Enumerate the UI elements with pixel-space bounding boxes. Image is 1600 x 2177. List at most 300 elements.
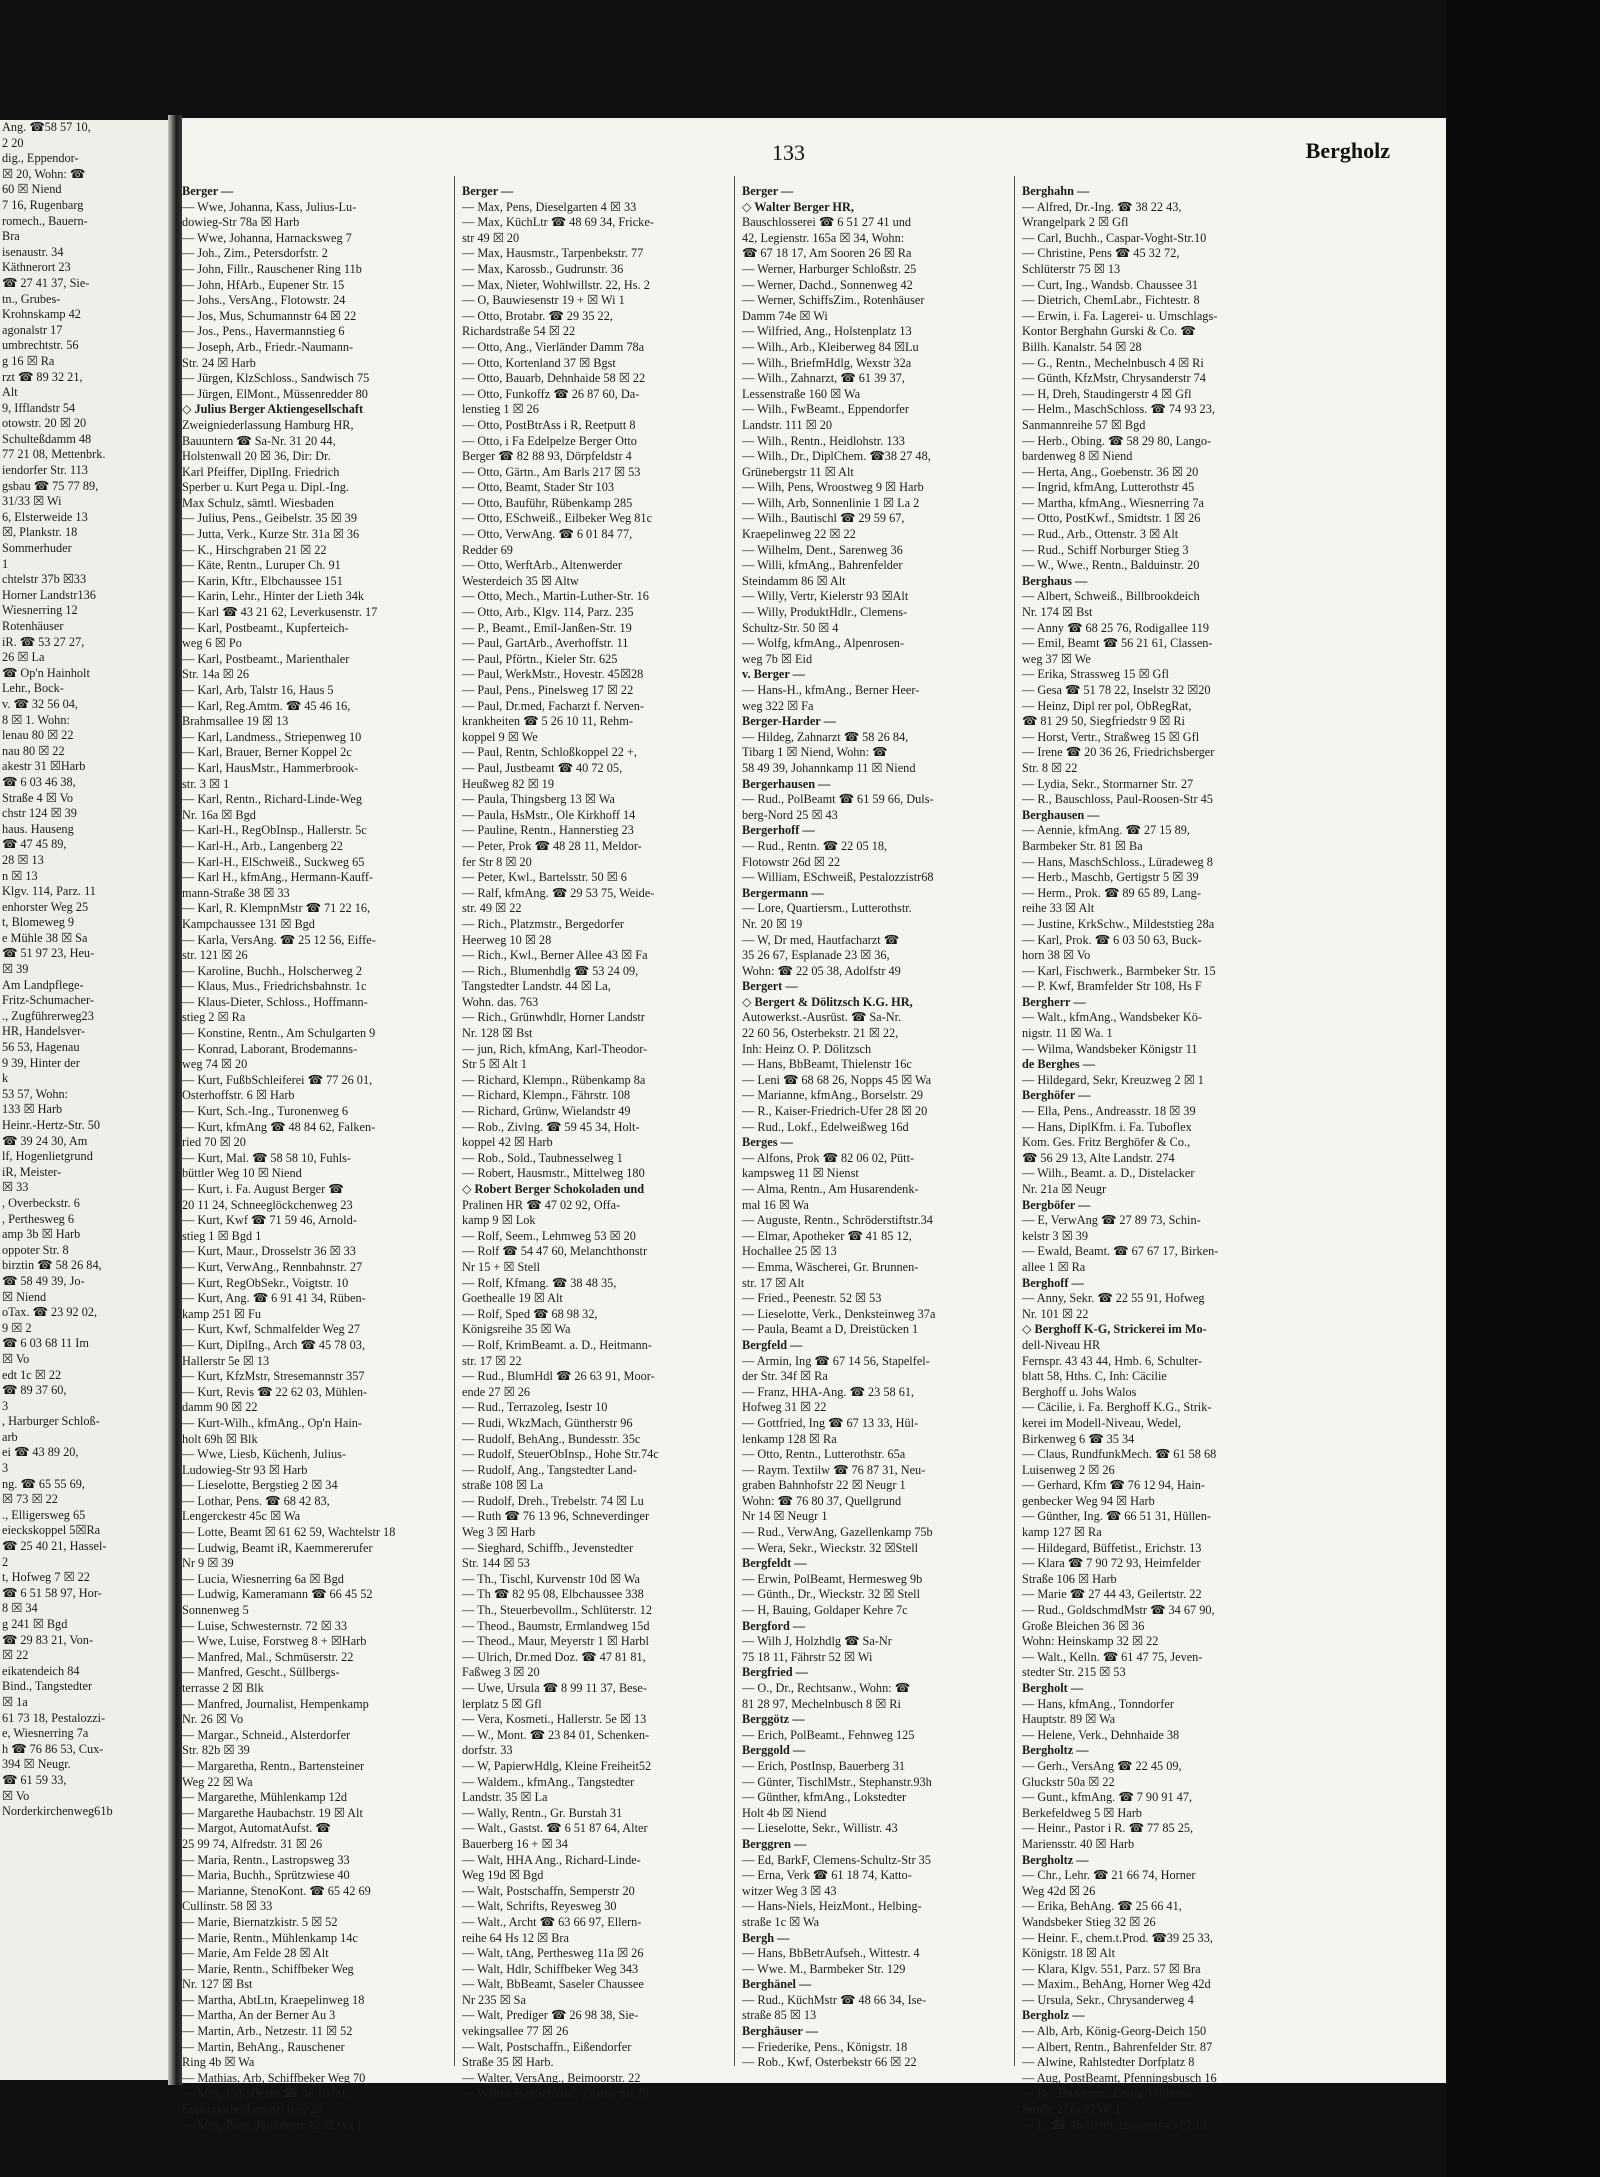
directory-entry-line: Karl Pfeiffer, DiplIng. Friedrich [182,464,340,479]
directory-entry-line: — Martha, AbtLtn, Kraepelinweg 18 [182,1992,365,2007]
directory-entry-line: ☒ 20, Wohn: ☎ [2,166,86,181]
directory-entry-line: iendorfer Str. 113 [2,463,88,478]
directory-entry-line: reihe 33 ☒ Alt [1022,901,1095,916]
directory-entry-line: Wrangelpark 2 ☒ Gfl [1022,215,1129,230]
directory-entry-line: 61 73 18, Pestalozzi- [2,1710,106,1725]
directory-entry-line: umbrechtstr. 56 [2,338,79,353]
column-rule [1014,176,1015,2066]
directory-entry-line: ◇ Walter Berger HR, [742,199,854,214]
directory-entry-line: ☎ 25 40 21, Hassel- [2,1539,107,1554]
directory-entry-line: mal 16 ☒ Wa [742,1197,809,1212]
directory-entry-line: — Manfred, Journalist, Hempenkamp [182,1696,369,1711]
directory-entry-line: — Marianne, StenoKont. ☎ 65 42 69 [182,1883,371,1898]
directory-entry-line: Bergerhausen — [742,776,831,791]
directory-entry-line: — Th., Steuerbevollm., Schlüterstr. 12 [462,1603,653,1618]
directory-entry-line: — Paul, GartArb., Averhoffstr. 11 [462,636,629,651]
directory-entry-line: isenaustr. 34 [2,244,64,259]
directory-entry-line: Berghahn — [1022,184,1090,198]
directory-entry-line: — Uwe, Ursula ☎ 8 99 11 37, Bese- [462,1681,647,1695]
directory-entry-line: Nr. 101 ☒ 22 [1022,1306,1089,1321]
directory-entry-line: arb [2,1429,18,1444]
directory-entry-line: — Otto, Ang., Vierländer Damm 78a [462,339,645,354]
directory-entry-line: — Rolf ☎ 54 47 60, Melanchthonstr [462,1244,648,1259]
directory-entry-line: — John, Fillr., Rauschener Ring 11b [182,261,362,276]
directory-entry-line: — Erich, PolBeamt., Fehnweg 125 [742,1727,915,1742]
directory-entry-line: — Heinr. F., chem.t.Prod. ☎39 25 33, [1022,1930,1213,1945]
directory-entry-line: — Julius, Pens., Geibelstr. 35 ☒ 39 [182,511,357,526]
directory-entry-line: — Sieghard, Schiffb., Jevenstedter [462,1540,634,1555]
directory-entry-line: — Karl, Postbeamt., Marienthaler [182,651,350,666]
directory-entry-line: — Ursula, Sekr., Chrysanderweg 4 [1022,1992,1194,2007]
directory-entry-line: — G., Rentn., Mechelnbusch 4 ☒ Ri [1022,355,1204,370]
directory-entry-line: e, Wiesnerring 7a [2,1726,89,1741]
directory-entry-line: — Emma, Wäscherei, Gr. Brunnen- [742,1259,919,1274]
directory-entry-line: Bergermann — [742,885,824,900]
directory-entry-line: 42, Legienstr. 165a ☒ 34, Wohn: [742,230,905,245]
directory-entry-line: — Br., BbAmtm., Georg-Wilhelm- [1022,2086,1195,2101]
directory-entry-line: birztin ☎ 58 26 84, [2,1258,102,1273]
directory-entry-line: — Karl, Postbeamt., Kupferteich- [182,620,349,635]
directory-entry-line: t, Blomeweg 9 [2,915,75,930]
directory-entry-line: — Wilma, Wandsbeker Königstr 11 [1022,1041,1198,1056]
directory-entry-line: — Margarethe, Mühlenkamp 12d [182,1790,348,1805]
directory-entry-line: stieg 1 ☒ Bgd 1 [182,1228,262,1243]
directory-entry-line: — Rolf, Seem., Lehmweg 53 ☒ 20 [462,1228,636,1243]
directory-entry-line: 3 [2,1461,9,1476]
directory-entry-line: 31/33 ☒ Wi [2,494,62,509]
directory-entry-line: — Gesa ☎ 51 78 22, Inselstr 32 ☒20 [1022,683,1211,697]
directory-entry-line: ☒ Vo [2,1788,30,1803]
directory-entry-line: Pralinen HR ☎ 47 02 92, Offa- [462,1197,621,1212]
directory-entry-line: — Paul, Pförtn., Kieler Str. 625 [462,651,618,666]
directory-entry-line: ◇ Bergert & Dölitzsch K.G. HR, [742,994,913,1009]
directory-entry-line: 20 11 24, Schneeglöckchenweg 23 [182,1197,353,1212]
directory-entry-line: — Kurt, Maur., Drosselstr 36 ☒ 33 [182,1244,356,1259]
directory-entry-line: — Hans, DiplKfm. i. Fa. Tuboflex [1022,1119,1192,1134]
directory-entry-line: — Helm., MaschSchloss. ☎ 74 93 23, [1022,402,1215,417]
directory-entry-line: — Jutta, Verk., Kurze Str. 31a ☒ 36 [182,527,360,542]
directory-entry-line: Nr. 21a ☒ Neugr [1022,1182,1107,1196]
directory-entry-line: — Hans, kfmAng., Tonndorfer [1022,1696,1174,1711]
directory-entry-line: Berger — [182,184,234,198]
directory-entry-line: nau 80 ☒ 22 [2,743,65,758]
directory-entry-line: straße 1c ☒ Wa [742,1914,820,1929]
directory-entry-line: damm 90 ☒ 22 [182,1400,258,1415]
directory-entry-line: — Rud., KüchMstr ☎ 48 66 34, Ise- [742,1992,927,2007]
directory-entry-line: — E, VerwAng ☎ 27 89 73, Schin- [1022,1213,1201,1228]
directory-entry-line: Tangstedter Landstr. 44 ☒ La, [462,979,611,994]
directory-entry-line: — Wilh., Beamt. a. D., Distelacker [1022,1166,1195,1181]
directory-entry-line: — Lieselotte, Verk., Denksteinweg 37a [742,1306,936,1321]
directory-entry-line: — Hildegard, Büffetist., Erichstr. 13 [1022,1540,1202,1555]
directory-entry-line: Ludowieg-Str 93 ☒ Harb [182,1462,308,1477]
directory-entry-line: kamp 251 ☒ Fu [182,1306,261,1321]
directory-entry-line: kerei im Modell-Niveau, Wedel, [1022,1415,1181,1430]
directory-entry-line: — Karl, Arb, Talstr 16, Haus 5 [182,683,334,697]
directory-entry-line: — Walt, BbBeamt, Saseler Chaussee [462,1977,644,1992]
directory-entry-line: — Max, Pens, Jüthornstr 42 ☒ Wa 1 [182,2117,363,2132]
directory-entry-line: koppel 9 ☒ We [462,729,538,744]
directory-entry-line: — Walt, Schrifts, Reyesweg 30 [462,1899,617,1914]
directory-entry-line: ., Elligersweg 65 [2,1507,86,1522]
directory-entry-line: Berghöfer — [1022,1088,1091,1103]
directory-entry-line: Richardstraße 54 ☒ 22 [462,324,576,339]
directory-entry-line: ng. ☎ 65 55 69, [2,1476,85,1491]
directory-entry-line: — Rud., Schiff Norburger Stieg 3 [1022,542,1189,557]
directory-entry-line: — Werner, SchiffsZim., Rotenhäuser [742,293,925,308]
directory-entry-line: Wohn. das. 763 [462,994,539,1009]
directory-entry-line: — Rud., VerwAng, Gazellenkamp 75b [742,1525,933,1540]
directory-entry-line: Berghäuser — [742,2024,818,2039]
directory-entry-line: nigstr. 11 ☒ Wa. 1 [1022,1026,1113,1041]
directory-entry-line: Str. 82b ☒ 39 [182,1743,250,1758]
directory-entry-line: — William, ESchweiß, Pestalozzistr68 [742,870,934,885]
directory-entry-line: Berghoff u. Johs Walos [1022,1384,1137,1399]
directory-entry-line: — Peter, Kwl., Bartelsstr. 50 ☒ 6 [462,870,627,885]
directory-entry-line: — Werner, Dachd., Sonnenweg 42 [742,277,913,292]
directory-entry-line: — Aennie, kfmAng. ☎ 27 15 89, [1022,823,1190,838]
directory-entry-line: mann-Straße 38 ☒ 33 [182,885,290,900]
directory-entry-line: Bergfeldt — [742,1556,807,1571]
directory-entry-line: — Lothar, Pens. ☎ 68 42 83, [182,1493,330,1508]
directory-entry-line: Luisenweg 2 ☒ 26 [1022,1462,1115,1477]
directory-entry-line: — Raym. Textilw ☎ 76 87 31, Neu- [742,1462,926,1477]
directory-entry-line: — Wilh, Pens, Wroostweg 9 ☒ Harb [742,480,924,495]
directory-entry-line: — Erich, PostInsp, Bauerberg 31 [742,1758,906,1773]
directory-entry-line: ☎ 89 37 60, [2,1383,67,1398]
directory-entry-line: — K., Hirschgraben 21 ☒ 22 [182,542,327,557]
directory-entry-line: oppoter Str. 8 [2,1242,69,1257]
directory-entry-line: Straße 35 ☒ Harb. [462,2055,554,2070]
directory-entry-line: weg 37 ☒ We [1022,651,1091,666]
directory-entry-line: akestr 31 ☒Harb [2,759,86,774]
directory-entry-line: — Günther, kfmAng., Lokstedter [742,1790,907,1805]
directory-entry-line: Nr. 26 ☒ Vo [182,1712,244,1727]
directory-entry-line: Tibarg 1 ☒ Niend, Wohn: ☎ [742,745,888,760]
directory-entry-line: — O., Dr., Rechtsanw., Wohn: ☎ [742,1681,911,1695]
directory-entry-line: Gluckstr 50a ☒ 22 [1022,1774,1115,1789]
directory-entry-line: Berger — [462,184,514,198]
directory-entry-line: — Klaus-Dieter, Schloss., Hoffmann- [182,994,368,1009]
directory-entry-line: — Jürgen, ElMont., Müssenredder 80 [182,386,368,401]
directory-entry-line: — Ulrich, Dr.med Doz. ☎ 47 81 81, [462,1649,646,1664]
directory-entry-line: — Karl ☎ 43 21 62, Leverkusenstr. 17 [182,605,378,620]
directory-entry-line: enhorster Weg 25 [2,899,89,914]
directory-entry-line: Holt 4b ☒ Niend [742,1805,827,1820]
directory-entry-line: — Th., Tischl, Kurvenstr 10d ☒ Wa [462,1571,640,1586]
directory-entry-line: — Otto, ESchweiß., Eilbeker Weg 81c [462,511,653,526]
directory-entry-line: — Erwin, PolBeamt, Hermesweg 9b [742,1571,923,1586]
directory-entry-line: Berger-Harder — [742,714,836,729]
directory-entry-line: — Lore, Quartiersm., Lutterothstr. [742,901,912,916]
directory-entry-line: — Kurt, RegObSekr., Voigtstr. 10 [182,1275,349,1290]
directory-entry-line: — Ingrid, kfmAng, Lutterothstr 45 [1022,480,1195,495]
directory-entry-line: — Otto, Gärtn., Am Barls 217 ☒ 53 [462,464,641,479]
directory-entry-line: h ☎ 76 86 53, Cux- [2,1741,104,1756]
directory-entry-line: Bergholtz — [1022,1852,1089,1867]
directory-entry-line: Krohnskamp 42 [2,307,81,322]
directory-entry-line: — Aug, PostBeamt, Pfenningsbusch 16 [1022,2070,1217,2085]
directory-entry-line: Bergh — [742,1930,790,1945]
directory-entry-line: — Luise, Schwesternstr. 72 ☒ 33 [182,1618,348,1633]
directory-entry-line: t, Hofweg 7 ☒ 22 [2,1570,90,1585]
directory-entry-line: — Herta, Ang., Goebenstr. 36 ☒ 20 [1022,464,1199,479]
directory-entry-line: — Richard, Klempn., Fährstr. 108 [462,1088,631,1103]
directory-entry-line: — Cäcilie, i. Fa. Berghoff K.G., Strik- [1022,1400,1212,1415]
directory-entry-line: der Str. 34f ☒ Ra [742,1369,828,1384]
directory-entry-line: — Margar., Schneid., Alsterdorfer [182,1727,351,1742]
directory-entry-line: — Max, Karossb., Gudrunstr. 36 [462,261,624,276]
directory-entry-line: Berkefeldweg 5 ☒ Harb [1022,1805,1142,1820]
directory-entry-line: 8 ☒ 34 [2,1601,38,1616]
directory-entry-line: str. 17 ☒ 22 [462,1353,522,1368]
directory-entry-line: g 16 ☒ Ra [2,353,55,368]
directory-entry-line: Landstr. 35 ☒ La [462,1790,548,1805]
scan-background [1446,0,1600,2177]
directory-entry-line: — Theod., Baumstr, Ermlandweg 15d [462,1618,650,1633]
directory-entry-line: — Maria, Buchh., Sprützwiese 40 [182,1868,350,1883]
directory-entry-line: — Max, KüchLtr ☎ 48 69 34, Fricke- [462,215,654,230]
directory-entry-line: ☎ 27 41 37, Sie- [2,275,90,290]
directory-entry-line: 60 ☒ Niend [2,182,62,197]
directory-entry-line: eikatendeich 84 [2,1663,80,1678]
directory-entry-line: — Karin, Kftr., Elbchaussee 151 [182,573,343,588]
directory-entry-line: Schulteßdamm 48 [2,431,92,446]
directory-entry-line: — Wwe, Johanna, Kass, Julius-Lu- [182,199,357,214]
directory-entry-line: Bergholt — [1022,1681,1084,1695]
directory-entry-line: Kontor Berghahn Gurski & Co. ☎ [1022,324,1196,339]
directory-entry-line: — Maria, Rentn., Lastropsweg 33 [182,1852,350,1867]
directory-entry-line: Berger ☎ 82 88 93, Dörpfeldstr 4 [462,449,632,464]
directory-entry-line: — Karl, Rentn., Richard-Linde-Weg [182,792,362,807]
directory-entry-line: — Wwe. M., Barmbeker Str. 129 [742,1961,906,1976]
directory-entry-line: — Armin, Ing ☎ 67 14 56, Stapelfel- [742,1353,930,1368]
directory-entry-line: ried 70 ☒ 20 [182,1135,246,1150]
directory-entry-line: Schultz-Str. 50 ☒ 4 [742,620,839,635]
directory-entry-line: — Margaretha, Rentn., Bartensteiner [182,1758,365,1773]
directory-entry-line: ◇ Robert Berger Schokoladen und [462,1182,645,1196]
directory-entry-line: stieg 2 ☒ Ra [182,1010,246,1025]
column-rule [454,176,455,2066]
directory-entry-line: — Elmar, Apotheker ☎ 41 85 12, [742,1228,912,1243]
directory-entry-line: weg 322 ☒ Fa [742,698,814,713]
directory-entry-line: — Erika, BehAng. ☎ 25 66 41, [1022,1899,1182,1914]
directory-entry-line: Berggren — [742,1836,807,1851]
column-1 [182,184,450,2133]
directory-entry-line: — Martha, kfmAng., Wiesnerring 7a [1022,495,1204,510]
directory-entry-line: — Walt., Archt ☎ 63 66 97, Ellern- [462,1914,642,1929]
directory-entry-line: — Alma, Rentn., Am Husarendenk- [742,1182,919,1196]
directory-entry-line: — Vera, Kosmeti., Hallerstr. 5e ☒ 13 [462,1712,647,1727]
directory-entry-line: Bra [2,229,20,244]
directory-entry-line: Hofweg 31 ☒ 22 [742,1400,827,1415]
directory-entry-line: edt 1c ☒ 22 [2,1367,62,1382]
directory-entry-line: lenkamp 128 ☒ Ra [742,1431,837,1446]
directory-entry-line: — Konstine, Rentn., Am Schulgarten 9 [182,1026,376,1041]
directory-entry-line: — Karl, Prok. ☎ 6 03 50 63, Buck- [1022,932,1202,947]
directory-entry-line: Bergerhoff — [742,823,815,838]
directory-entry-line: — Marie, Rentn., Schiffbeker Weg [182,1961,354,1976]
directory-entry-line: — Marie, Rentn., Mühlenkamp 14c [182,1930,358,1945]
directory-entry-line: — Wilh., Arb., Kleiberweg 84 ☒Lu [742,339,919,354]
directory-entry-line: Str 5 ☒ Alt 1 [462,1057,528,1072]
directory-entry-line: — Maxim., BehAng, Horner Weg 42d [1022,1977,1211,1992]
directory-entry-line: — Karl-H., Arb., Langenberg 22 [182,838,343,853]
directory-entry-line: — Karl-H., ElSchweiß., Suckweg 65 [182,854,365,869]
directory-entry-line: — Rob., Kwf, Osterbekstr 66 ☒ 22 [742,2055,917,2070]
directory-entry-line: — Lydia, Sekr., Stormarner Str. 27 [1022,776,1194,791]
directory-entry-line: — Paula, Thingsberg 13 ☒ Wa [462,792,615,807]
directory-entry-line: Mariensstr. 40 ☒ Harb [1022,1836,1135,1851]
directory-entry-line: — Anny, Sekr. ☎ 22 55 91, Hofweg [1022,1291,1205,1306]
directory-entry-line: ☎ 6 03 68 11 Im [2,1336,89,1351]
directory-entry-line: — Otto, i Fa Edelpelze Berger Otto [462,433,637,448]
directory-entry-line: — Johs., VersAng., Flotowstr. 24 [182,293,346,308]
directory-entry-line: Straße 106 ☒ Harb [1022,1571,1117,1586]
directory-entry-line: ☎ 56 29 13, Alte Landstr. 274 [1022,1150,1175,1165]
directory-entry-line: blatt 58, Hths. C, Inh: Cäcilie [1022,1369,1167,1384]
directory-entry-line: — Otto, Beamt, Stader Str 103 [462,480,614,495]
directory-entry-line: Am Landpflege- [2,977,84,992]
directory-entry-line: stedter Str. 215 ☒ 53 [1022,1665,1126,1680]
directory-entry-line: 75 18 11, Fährstr 52 ☒ Wi [742,1649,873,1664]
directory-entry-line: — Otto, Kortenland 37 ☒ Bgst [462,355,616,370]
directory-entry-line: — O, Bauwiesenstr 19 + ☒ Wi 1 [462,293,625,308]
directory-entry-line: Bauuntern ☎ Sa-Nr. 31 20 44, [182,433,336,448]
directory-entry-line: — Ruth ☎ 76 13 96, Schneverdinger [462,1509,650,1524]
directory-entry-line: — Kurt, Kwf ☎ 71 59 46, Arnold- [182,1213,357,1228]
directory-entry-line: 133 ☒ Harb [2,1102,63,1117]
directory-entry-line: — Hans, BbBeamt, Thielenstr 16c [742,1057,912,1072]
directory-entry-line: Billh. Kanalstr. 54 ☒ 28 [1022,339,1142,354]
directory-entry-line: — Paul, Dr.med, Facharzt f. Nerven- [462,698,645,713]
directory-entry-line: — Rudi, WkzMach, Güntherstr 96 [462,1415,633,1430]
directory-entry-line: — Walt, HHA Ang., Richard-Linde- [462,1852,641,1867]
directory-entry-line: iR, Meister- [2,1164,62,1179]
directory-entry-line: Ring 4b ☒ Wa [182,2055,255,2070]
directory-entry-line: — Marianne, kfmAng., Borselstr. 29 [742,1088,924,1103]
directory-entry-line: gsbau ☎ 75 77 89, [2,478,99,493]
directory-entry-line: — Ludwig, Beamt iR, Kaemmererufer [182,1540,373,1555]
directory-entry-line: — Irene ☎ 20 36 26, Friedrichsberger [1022,745,1215,760]
directory-entry-line: 6, Elsterweide 13 [2,509,88,524]
directory-entry-line: Bind., Tangstedter [2,1679,93,1694]
directory-entry-line: Str. 24 ☒ Harb [182,355,256,370]
directory-entry-line: dowieg-Str 78a ☒ Harb [182,215,300,230]
directory-page [182,118,1446,2132]
directory-entry-line: — Lieselotte, Sekr., Willistr. 43 [742,1821,898,1836]
directory-entry-line: — Wwe, Luise, Forstweg 8 + ☒Harb [182,1634,367,1649]
directory-entry-line: — Rolf, Sped ☎ 68 98 32, [462,1306,598,1321]
directory-entry-line: Sommerhuder [2,541,72,556]
directory-entry-line: — Margarethe Haubachstr. 19 ☒ Alt [182,1805,363,1820]
directory-entry-line: — Heinz, Dipl rer pol, ObRegRat, [1022,698,1192,713]
directory-entry-line: eieckskoppel 5☒Ra [2,1523,101,1538]
directory-entry-line: — Wilh., Rentn., Heidlohstr. 133 [742,433,905,448]
directory-entry-line: 2 20 [2,135,24,150]
directory-entry-line: — Marie, Am Felde 28 ☒ Alt [182,1946,329,1961]
directory-entry-line: — Wilhelm, Dent., Sarenweg 36 [742,542,903,557]
directory-entry-line: v. Berger — [742,667,805,682]
directory-entry-line: ◇ Julius Berger Aktiengesellschaft [182,402,364,417]
directory-entry-line: — Fried., Peenestr. 52 ☒ 53 [742,1291,882,1306]
directory-entry-line: — Ewald, Beamt. ☎ 67 67 17, Birken- [1022,1244,1219,1259]
directory-entry-line: ☎ 61 59 33, [2,1772,67,1787]
directory-entry-line: — H, Dreh, Staudingerstr 4 ☒ Gfl [1022,386,1192,401]
directory-entry-line: str. 49 ☒ 22 [462,901,522,916]
directory-entry-line: Landstr. 111 ☒ 20 [742,417,833,432]
directory-entry-line: — Martha, An der Berner Au 3 [182,2008,336,2023]
directory-entry-line: — Walt., Gastst. ☎ 6 51 87 64, Alter [462,1821,648,1836]
directory-entry-line: — Carl, Buchh., Caspar-Voght-Str.10 [1022,230,1207,245]
directory-entry-line: — Gunt., kfmAng. ☎ 7 90 91 47, [1022,1790,1193,1805]
directory-entry-line: — Karla, VersAng. ☎ 25 12 56, Eiffe- [182,932,376,947]
directory-entry-line: — Hildegard, Sekr, Kreuzweg 2 ☒ 1 [1022,1072,1204,1087]
directory-entry-line: — Joh., Zim., Petersdorfstr. 2 [182,246,328,261]
directory-entry-line: haus. Hauseng [2,821,74,836]
directory-entry-line: — Käte, Rentn., Luruper Ch. 91 [182,558,341,573]
directory-entry-line: — Helene, Verk., Dehnhaide 38 [1022,1727,1180,1742]
directory-entry-line: — Rud., Arb., Ottenstr. 3 ☒ Alt [1022,527,1179,542]
directory-entry-line: — Erna, Verk ☎ 61 18 74, Katto- [742,1868,912,1883]
directory-entry-line: Klgv. 114, Parz. 11 [2,884,96,899]
directory-entry-line: kampsweg 11 ☒ Nienst [742,1166,859,1181]
directory-entry-line: g 241 ☒ Bgd [2,1617,68,1631]
directory-entry-line: — Günter, TischlMstr., Stephanstr.93h [742,1774,932,1789]
directory-entry-line: — Karoline, Buchh., Holscherweg 2 [182,963,362,978]
column-rule [734,176,735,2066]
directory-entry-line: Wohn: Heinskamp 32 ☒ 22 [1022,1634,1159,1649]
directory-entry-line: — Kurt, Kwf, Schmalfelder Weg 27 [182,1322,361,1337]
directory-entry-line: agonalstr 17 [2,322,63,337]
directory-entry-line: — Paul, Rentn, Schloßkoppel 22 +, [462,745,637,760]
directory-entry-line: — Waldem., kfmAng., Tangstedter [462,1774,635,1789]
directory-entry-line: Heerweg 10 ☒ 28 [462,932,552,947]
directory-entry-line: — Dietrich, ChemLabr., Fichtestr. 8 [1022,293,1200,308]
directory-entry-line: Bauschlosserei ☎ 6 51 27 41 und [742,215,912,230]
directory-entry-line: — Karin, Lehr., Hinter der Lieth 34k [182,589,365,604]
directory-entry-line: Fernspr. 43 43 44, Hmb. 6, Schulter- [1022,1353,1203,1368]
directory-entry-line: — Wilh., FwBeamt., Eppendorfer [742,402,909,417]
directory-entry-line: Kraepelinweg 22 ☒ 22 [742,527,856,542]
directory-entry-line: — Willy, ProduktHdlr., Clemens- [742,605,908,620]
directory-entry-line: Nr. 16a ☒ Bgd [182,807,256,822]
directory-entry-line: ☎ Op'n Hainholt [2,665,90,680]
directory-entry-line: — Karl, Reg.Amtm. ☎ 45 46 16, [182,698,351,713]
directory-entry-line: Berghausen — [1022,807,1100,822]
directory-entry-line: Wiesnerring 12 [2,603,78,618]
directory-entry-line: — jun, Rich, kfmAng, Karl-Theodor- [462,1041,648,1056]
directory-entry-line: Osterhoffstr. 6 ☒ Harb [182,1088,295,1103]
directory-entry-line: — Martin, BehAng., Rauschener [182,2039,345,2054]
directory-entry-line: straße 85 ☒ 13 [742,2008,817,2023]
directory-entry-line: — Karl-H., RegObInsp., Hallerstr. 5c [182,823,367,838]
column-2 [462,184,730,2102]
directory-entry-line: Bergfried — [742,1665,808,1680]
directory-entry-line: — Herb., Maschb, Gertigstr 5 ☒ 39 [1022,870,1199,885]
directory-entry-line: Berghoff — [1022,1275,1084,1290]
directory-entry-line: — Lucia, Wiesnerring 6a ☒ Bgd [182,1571,344,1586]
directory-entry-line: Ang. ☎58 57 10, [2,120,91,134]
directory-entry-line: — Heinr., Pastor i R. ☎ 77 85 25, [1022,1821,1194,1836]
directory-entry-line: horn 38 ☒ Vo [1022,948,1091,963]
directory-entry-line: — Justine, KrkSchw., Mildeststieg 28a [1022,916,1215,931]
directory-entry-line: — Lieselotte, Bergstieg 2 ☒ 34 [182,1478,338,1493]
directory-entry-line: Barmbeker Str. 81 ☒ Ba [1022,838,1143,853]
directory-entry-line: Hochallee 25 ☒ 13 [742,1244,837,1259]
directory-entry-line: — Otto, Bauführ, Rübenkamp 285 [462,495,633,510]
directory-entry-line: — Richard, Klempn., Rübenkamp 8a [462,1072,646,1087]
